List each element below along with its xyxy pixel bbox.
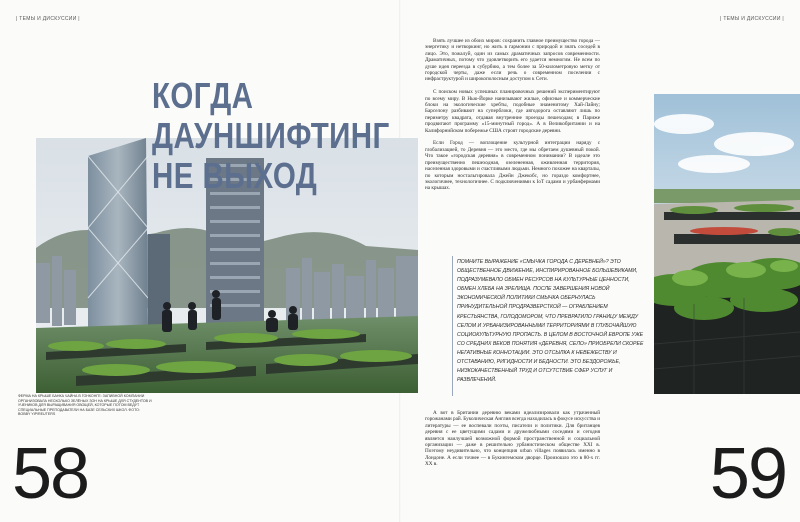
section-tag-left: | ТЕМЫ И ДИСКУССИИ |	[16, 16, 80, 22]
rooftop-garden-photo	[654, 94, 800, 394]
article-column-bottom	[425, 410, 600, 474]
pull-quote: ПОМНИТЕ ВЫРАЖЕНИЕ «СМЫЧКА ГОРОДА С ДЕРЕВНЕЙ»? ЭТО ОБЩЕСТВЕННОЕ ДВИЖЕНИЕ, ИНСПИРИРОВАННОЕ БОЛЬШЕВИКАМИ, ПОДРАЗУМЕВАЛО ОБМЕН РЕСУРСОВ НА КУЛЬТУРНЫЕ ЦЕННОСТИ, ОБМЕН ХЛЕБА НА ЗРЕЛИЩА. ПОСЛЕ ЗАВЕРШЕНИЯ НОВОЙ ЭКОНОМИЧЕСКОЙ ПОЛИТИКИ СМЫЧКА ОБЕРНУЛАСЬ ПРИНУДИТЕЛЬНОЙ ПРОДРАЗВЕРСТКОЙ — ОГРАБЛЕНИЕМ КРЕСТЬЯНСТВА, ГОЛОДОМОРОМ, ЧТО ПРЕВРАТИЛО ГРАНИЦУ МЕЖДУ СЕЛОМ И УРБАНИЗИРОВАННЫМИ ТЕРРИТОРИЯМИ В ГЛУБОЧАЙШУЮ СОЦИОКУЛЬТУРНУЮ ПРОПАСТЬ. В ЦЕЛОМ В ВОСТОЧНОЙ ЕВРОПЕ УЖЕ СО СРЕДНИХ ВЕКОВ ПОНЯТИЯ «ДЕРЕВНЯ, СЕЛО» ПРИОБРЕЛИ СКОРЕЕ НЕГАТИВНЫЕ КОННОТАЦИИ. ЭТО ОТСЫЛКА К НЕВЕЖЕСТВУ И ОТСТАВАНИЮ, РИГИДНОСТИ И БЕДНОСТИ. ЭТО БЕЗДОРОЖЬЕ, НИЗКОКАЧЕСТВЕННЫЙ ТРУД И ОТСУТСТВИЕ СФЕР УСЛУГ И РАЗВЛЕЧЕНИЙ.	[457, 259, 644, 384]
pull-quote-rule	[452, 256, 453, 396]
section-tag-right: | ТЕМЫ И ДИСКУССИИ |	[720, 16, 784, 22]
photo-caption: ФЕРМА НА КРЫШЕ БАНКА ЧАЙНА В ГОНКОНГЕ: ЗАПИВНОЙ КОМПАНИИ ОРГАНИЗОВАЛА НЕСКОЛЬКО ЗЕЛЁНЫХ ЗОН НА КРЫШЕ ДЛЯ СТУДЕНТОВ И УЧЕНИКОВ ДЛЯ ВЫРАЩИВАНИЯ ОВОЩЕЙ, КОТОРЫЕ ПОТОМ ВЕДУТ СПЕЦИАЛЬНЫЕ ПРЕПОДАВАТЕЛИ НА БАЗЕ СЕЛЬСКИХ ШКОЛ. ФОТО: BOBBY YIP/REUTERS	[18, 394, 152, 417]
page-number-right: 59	[709, 434, 786, 514]
page-number-left: 58	[12, 434, 89, 514]
paragraph: Взять лучшее из обоих миров: сохранить главное преимущество города — энергетику и нетворкинг, но жить в гармонии с природой и знать соседей в лицо. Это, пожалуй, один из самых драматичных запросов современности. Драматичных, потому что удовлетворить его удается немногим. Не всем по душе идея переезда в субурбию, а тем более за 50-километровую метку от городской черты, даже если речь о современном поселении с инфраструктурой и широкополосным доступом к Сети.	[425, 38, 600, 83]
headline-line-3: НЕ ВЫХОД	[152, 155, 318, 196]
paragraph: А вот в Британии деревню веками идеализировали как утраченный горожанами рай. Буколическая Англия всегда находилась в фокусе искусства и литературы — ее воспевали поэты, писатели и политики. Для британцев деревня с ее цветущими садами и дружелюбными соседями и сегодня является наилучшей возможной формой пространственной и социальной организации — даже в решительно урбанистическом обществе XXI в. Поэтому неудивительно, что концепция urban villages появилась именно в Лондоне. А если точнее — в Букингемском дворце. Произошло это в 80-х гг. XX в.	[425, 410, 600, 468]
article-column-top	[425, 38, 600, 198]
headline-line-1: КОГДА	[152, 75, 254, 116]
headline-line-2: ДАУНШИФТИНГ	[152, 115, 390, 156]
article-headline	[152, 75, 390, 196]
paragraph: Если Город — воплощение культурной интеграции наряду с глобализацией, то Деревня — это место, где мы обретаем душевный покой. Что такое «городская деревня» в современном понимании? В идеале это преимущественно пешеходная, озелененная, оживленная территория, населенная здоровыми и счастливыми людьми. Немного похожее на кварталы, по которым ностальгировала Джейн Джекобс, но гораздо комфортнее, экологичнее, технологичнее. С подключениями к IoT садами и урбанфермами на крышах.	[425, 140, 600, 192]
paragraph: С поиском новых успешных планировочных решений экспериментируют по всему миру. В Нью-Йорке нанизывают жилые, офисные и коммерческие блоки на экологические хребты, подобные знаменитому Хай-Лайну; Барселону разбивают на суперблоки, где автодорога оставляют лишь по периметру квадрата, отдавая внутренние проезды пешеходам; в Париже продвигают программу «15-минутный город». А в Великобритании и на Калифорнийском побережье США строят городские деревни.	[425, 89, 600, 134]
